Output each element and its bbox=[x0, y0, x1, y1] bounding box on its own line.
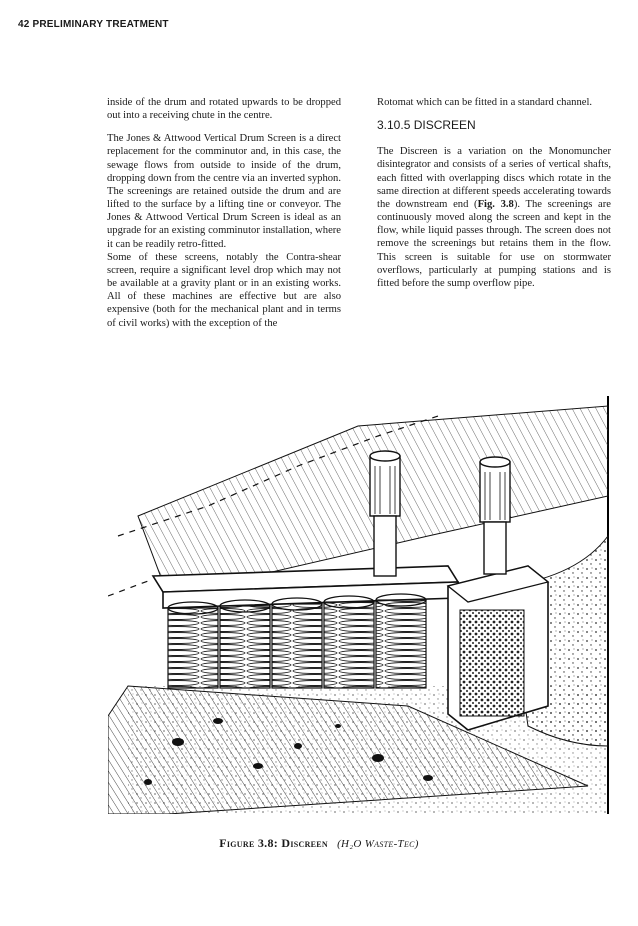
left-column bbox=[107, 96, 341, 340]
running-head: 42 PRELIMINARY TREATMENT bbox=[18, 19, 169, 30]
left-paragraph-1: inside of the drum and rotated upwards to be dropped out into a receiving chute in the centre. bbox=[107, 97, 341, 122]
figure-reference: Fig. 3.8 bbox=[477, 198, 514, 210]
left-paragraph-3: Some of these screens, notably the Contra-shear screen, require a significant level drop which may not be available at a gravity plant or in an existing works. All of these machines are effective but are also expensive (both for the mechanical plant and in terms of civil works) with the exception of the bbox=[107, 251, 341, 329]
paragraph-text-end: ). The screenings are continuously moved along the screen and kept in the flow, while liquid passes through. The screen does not remove the screenings but retains them in the flow. This screen is suitable for use on stormwater overflows, particularly at pumping stations and is fitted before the sump overflow pipe. bbox=[377, 198, 611, 289]
paragraph-text-start: The Discreen is a variation on the Monomuncher disintegrator and consists of a series of vertical shafts, each fitted with overlapping discs which rotate in the same direction at different speeds accelerating towards the downstream end ( bbox=[377, 146, 611, 210]
caption-credit: (H₂O Waste-Tec) bbox=[337, 838, 419, 850]
right-paragraph-2 bbox=[377, 145, 611, 290]
right-column bbox=[377, 96, 611, 300]
figure-caption bbox=[0, 836, 638, 851]
discreen-illustration bbox=[108, 386, 624, 814]
section-heading: 3.10.5 DISCREEN bbox=[377, 118, 476, 133]
caption-label: Figure 3.8: Discreen bbox=[219, 836, 329, 850]
right-paragraph-1: Rotomat which can be fitted in a standard channel. bbox=[377, 97, 593, 108]
left-paragraph-2: The Jones & Attwood Vertical Drum Screen is a direct replacement for the comminutor and, in this case, the sewage flows from outside to inside of the drum, dropping down from the centre via an inverted syphon. The screenings are retained outside the drum and are lifted to the surface by a lifting tine or conveyor. The Jones & Attwood Vertical Drum Screen is ideal as an upgrade for an existing comminutor installation, where it can be readily retro-fitted. bbox=[107, 133, 341, 250]
